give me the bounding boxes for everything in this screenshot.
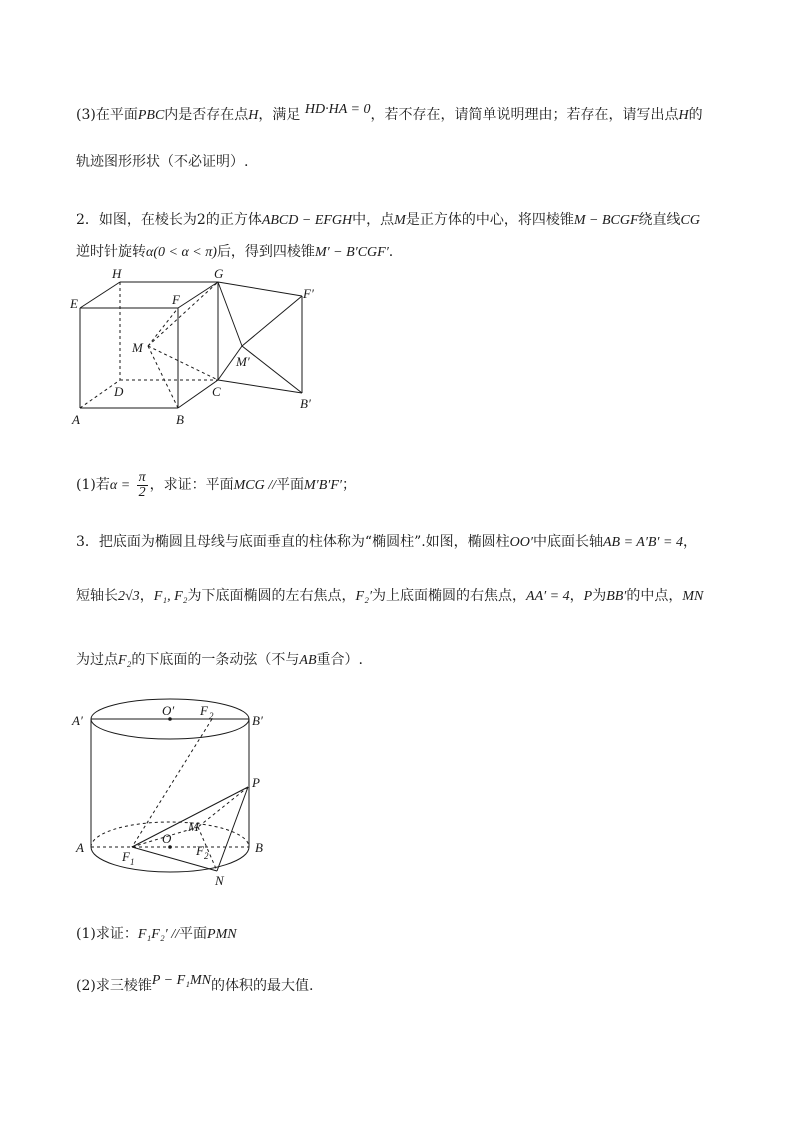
label-Mprime: M′ [236,354,250,369]
p2-intro-line2: 逆时针旋转α(0 < α < π)后，得到四棱锥M′ − B′CGF′. [76,244,394,260]
label-E: E [70,296,78,311]
p1-part3-line1: (3)在平面PBC内是否存在点H，满足 HD·HA = 0，若不存在，请简单说明理由；若存在，请写出点H的 [76,102,703,123]
label-F2prime-sub: 2 [209,711,214,721]
p3-intro-line3: 为过点F₂的下底面的一条动弦（不与AB重合）. [76,652,363,668]
label-Bprime: B′ [252,713,263,728]
label-B: B [255,840,263,855]
label-G: G [214,268,224,281]
elliptic-cylinder-figure [70,695,280,905]
label-H: H [112,268,122,281]
label-F: F [172,292,180,307]
label-O: O [162,831,172,846]
label-F2-sub: 2 [204,851,209,861]
label-N: N [215,873,224,888]
p1-part3-line2: 轨迹图形形状（不必证明）. [76,154,249,170]
label-P: P [252,775,260,790]
p3-part1: (1)求证：F₁F₂′ //平面PMN [76,926,237,942]
label-F1: F [122,849,130,864]
label-D: D [114,384,124,399]
label-B: B [176,412,184,427]
label-M: M [188,819,199,834]
p2-intro-line1: 2．如图，在棱长为2的正方体ABCD − EFGH中，点M是正方体的中心，将四棱锥M − BCGF绕直线CG [76,212,700,228]
label-F2: F [196,843,204,858]
pi-over-2: $\frac{\pi}{2}$ [138,469,146,500]
label-M: M [132,340,143,355]
cube-rotation-figure [70,268,330,433]
p3-intro-line2: 短轴长2√3，F₁, F₂为下底面椭圆的左右焦点，F₂′为上底面椭圆的右焦点，AA′ = 4，P为BB′的中点，MN [76,588,704,604]
label-C: C [212,384,221,399]
label-Bprime: B′ [300,396,311,411]
p3-part2: (2)求三棱锥P − F₁MN的体积的最大值. [76,973,314,994]
p2-part1: (1)若α = $\frac{\pi}{2}$ ，求证：平面MCG //平面M′B′F′； [76,469,356,500]
label-F1-sub: 1 [130,857,135,867]
label-Oprime: O′ [162,703,175,718]
label-A: A [72,412,80,427]
label-Fprime: F′ [303,286,314,301]
label-A: A [76,840,84,855]
label-F2prime: F [200,703,208,718]
p3-intro-line1: 3．把底面为椭圆且母线与底面垂直的柱体称为“椭圆柱”.如图，椭圆柱OO′中底面长轴AB = A′B′ = 4， [76,534,697,550]
vector-condition: HD·HA = 0 [304,102,371,117]
label-Aprime: A′ [72,713,83,728]
